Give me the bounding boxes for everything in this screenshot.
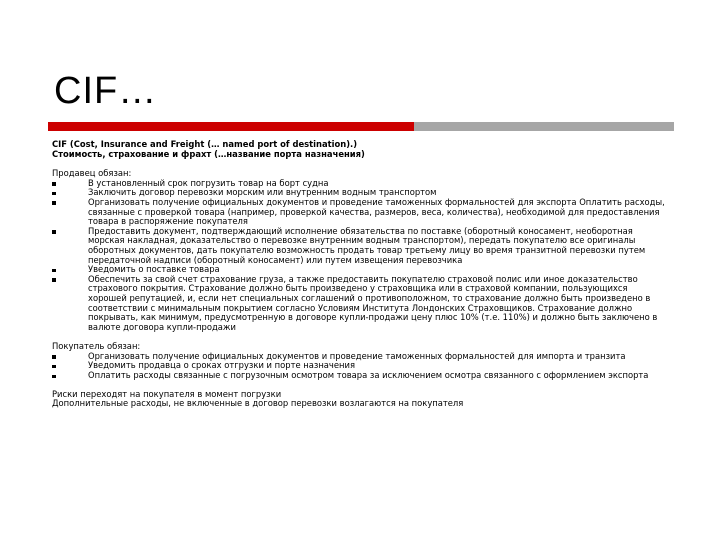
seller-obligations-list	[52, 179, 668, 333]
buyer-obligation-text: Оплатить расходы связанные с погрузочным осмотром товара за исключением осмотра связанного с оформлением экспорта	[88, 370, 649, 381]
risk-transfer-note: Риски переходят на покупателя в момент погрузки	[52, 388, 282, 399]
spacer	[52, 159, 668, 169]
seller-obligation-text: В установленный срок погрузить товар на борт судна	[88, 177, 329, 188]
buyer-obligation-text: Уведомить продавца о сроках отгрузки и порте назначения	[88, 360, 355, 371]
title-underline-bar	[48, 122, 674, 131]
buyer-label: Покупатель обязан:	[52, 341, 141, 352]
square-bullet-icon	[52, 269, 56, 273]
slide-title: CIF…	[54, 70, 158, 112]
seller-label: Продавец обязан:	[52, 168, 132, 179]
seller-obligation-item	[52, 227, 668, 265]
square-bullet-icon	[52, 355, 56, 359]
square-bullet-icon	[52, 192, 56, 196]
buyer-obligation-item	[52, 371, 668, 381]
spacer	[52, 332, 668, 342]
seller-obligation-item	[52, 275, 668, 333]
seller-obligation-text: Заключить договор перевозки морским или внутренним водным транспортом	[88, 187, 437, 198]
buyer-obligation-text: Организовать получение официальных документов и проведение таможенных формальностей для импорта и транзита	[88, 350, 626, 361]
slide-body	[52, 140, 668, 409]
square-bullet-icon	[52, 182, 56, 186]
seller-obligation-text: Уведомить о поставке товара	[88, 264, 220, 275]
term-heading-russian: Стоимость, страхование и фрахт (…название порта назначения)	[52, 148, 365, 159]
square-bullet-icon	[52, 201, 56, 205]
square-bullet-icon	[52, 278, 56, 282]
square-bullet-icon	[52, 365, 56, 369]
seller-obligation-text: Обеспечить за свой счет страхование груза, а также предоставить покупателю страховой полис или иное доказательство страхового покрытия. Страхование должно быть произведено у страховщика или в страховой компании, пользующихся хорошей репутацией, и, если нет специальных соглашений о противоположном, то страхование должно быть произведено в соответствии с минимальным покрытием согласно Условиям Института Лондонских Страховщиков. Страхование должно покрывать, как минимум, предусмотренную в договоре купли-продажи цену плюс 10% (т.е. 110%) и должно быть заключено в валюте договора купли-продажи	[88, 273, 658, 332]
seller-obligation-text: Организовать получение официальных документов и проведение таможенных формальностей для экспорта Оплатить расходы, связанные с проверкой товара (например, проверкой качества, размеров, веса, количества), необходимой для предоставления товара в распоряжение покупателя	[88, 196, 665, 227]
buyer-obligations-list	[52, 352, 668, 381]
title-bar-gray-segment	[414, 122, 674, 131]
term-heading-english: CIF (Cost, Insurance and Freight (… named port of destination).)	[52, 139, 358, 149]
seller-obligation-text: Предоставить документ, подтверждающий исполнение обязательства по поставке (оборотный коносамент, необоротная морская накладная, доказательство о перевозке внутренним водным транспортом), передать покупателю все оригиналы оборотных документов, дать покупателю возможность продать товар третьему лицу во время транзитной перевозки путем передаточной надписи (оборотный коносамент) или путем извещения перевозчика	[88, 225, 646, 265]
additional-costs-note: Дополнительные расходы, не включенные в договор перевозки возлагаются на покупателя	[52, 398, 464, 409]
square-bullet-icon	[52, 375, 56, 379]
title-bar-red-segment	[48, 122, 414, 131]
square-bullet-icon	[52, 230, 56, 234]
seller-obligation-item	[52, 198, 668, 227]
